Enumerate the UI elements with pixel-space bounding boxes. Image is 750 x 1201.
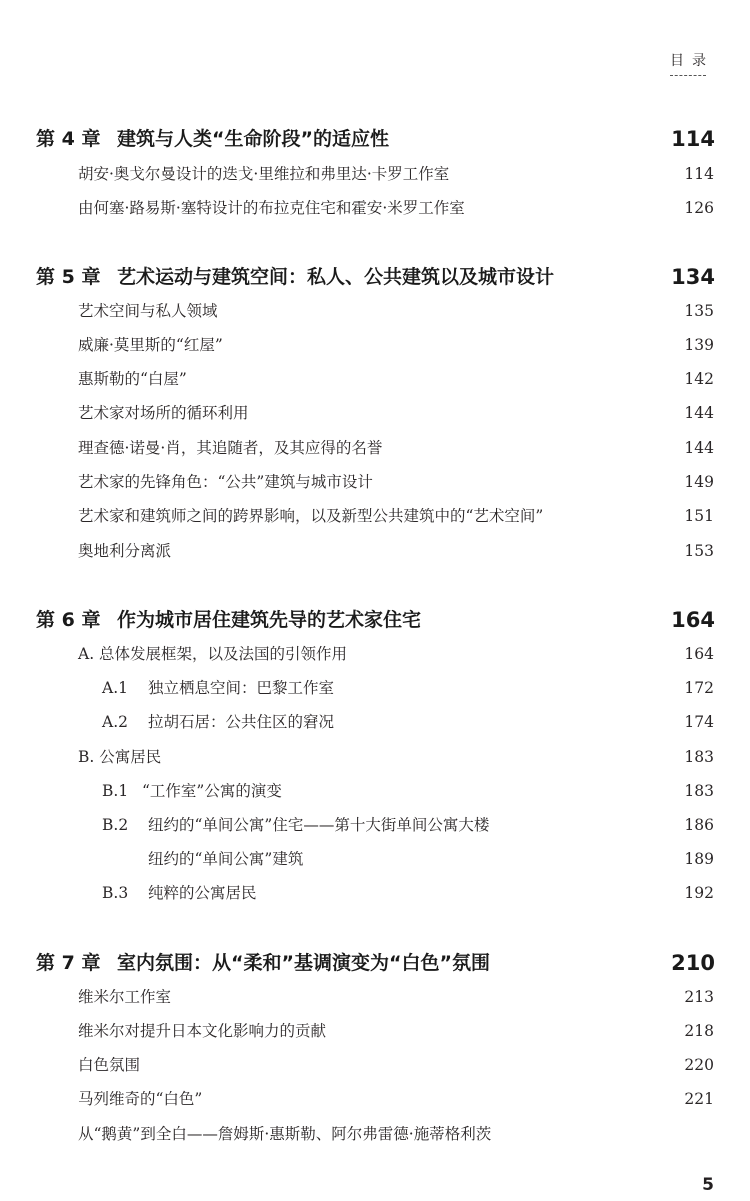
entry-title: 从“鹅黄”到全白——詹姆斯·惠斯勒、阿尔弗雷德·施蒂格利茨 [78,1125,492,1143]
entry-title: 理查德·诺曼·肖，其追随者，及其应得的名誉 [78,439,383,457]
entry-page-number: 221 [684,1090,714,1108]
running-head [670,50,714,76]
chapter-7-heading[interactable] [0,946,750,980]
entry-page-number: 213 [684,988,714,1006]
toc-entry[interactable] [0,740,750,774]
entry-page-number: 218 [684,1022,714,1040]
entry-title: 马列维奇的“白色” [78,1090,203,1108]
toc-entry[interactable] [0,431,750,465]
entry-title: 维米尔工作室 [78,988,172,1006]
entry-page-number: 144 [684,404,714,422]
entry-page-number: 114 [684,165,714,183]
toc-subentry[interactable] [0,842,750,876]
entry-page-number: 164 [684,645,714,663]
toc-entry[interactable] [0,294,750,328]
entry-title: 威廉·莫里斯的“红屋” [78,336,223,354]
entry-page-number: 192 [684,884,714,902]
chapter-page-number: 114 [671,127,715,151]
entry-page-number: 126 [684,199,714,217]
entry-page-number: 183 [684,782,714,800]
entry-title: “工作室”公寓的演变 [142,782,282,800]
chapter-title: 建筑与人类“生命阶段”的适应性 [117,128,389,150]
chapter-label: 第 6 章 [36,609,101,631]
entry-page-number: 220 [684,1056,714,1074]
chapter-title: 艺术运动与建筑空间：私人、公共建筑以及城市设计 [117,266,555,288]
toc-entry[interactable] [0,499,750,533]
toc-entry[interactable] [0,1117,750,1151]
entry-title: 胡安·奥戈尔曼设计的迭戈·里维拉和弗里达·卡罗工作室 [78,165,450,183]
toc-subentry[interactable] [0,876,750,910]
entry-page-number: 183 [684,748,714,766]
chapter-6-heading[interactable] [0,603,750,637]
entry-title: 纯粹的公寓居民 [148,884,257,902]
entry-code: B.2 [102,816,129,834]
entry-page-number: 149 [684,473,714,491]
running-head-text: 目录 [670,53,714,69]
entry-page-number: 139 [684,336,714,354]
chapter-4-heading[interactable] [0,122,750,156]
entry-title: 惠斯勒的“白屋” [78,370,187,388]
entry-title: 维米尔对提升日本文化影响力的贡献 [78,1022,327,1040]
chapter-label: 第 5 章 [36,266,101,288]
entry-title: 艺术家的先锋角色：“公共”建筑与城市设计 [78,473,373,491]
entry-page-number: 151 [684,507,714,525]
entry-page-number: 189 [684,850,714,868]
entry-title: 由何塞·路易斯·塞特设计的布拉克住宅和霍安·米罗工作室 [78,199,465,217]
chapter-title: 室内氛围：从“柔和”基调演变为“白色”氛围 [117,952,490,974]
toc-entry[interactable] [0,362,750,396]
toc-entry[interactable] [0,465,750,499]
entry-title: 纽约的“单间公寓”住宅——第十大街单间公寓大楼 [148,816,490,834]
entry-title: 拉胡石居：公共住区的窘况 [148,713,335,731]
entry-title: 艺术家对场所的循环利用 [78,404,249,422]
toc-entry[interactable] [0,191,750,225]
page-number: 5 [702,1175,714,1195]
running-head-rule [670,75,706,76]
entry-page-number: 186 [684,816,714,834]
chapter-title: 作为城市居住建筑先导的艺术家住宅 [117,609,422,631]
entry-page-number: 135 [684,302,714,320]
chapter-page-number: 134 [671,265,715,289]
entry-title: 白色氛围 [78,1056,141,1074]
toc-entry[interactable] [0,637,750,671]
toc-entry[interactable] [0,1048,750,1082]
toc-entry[interactable] [0,1082,750,1116]
toc-entry[interactable] [0,980,750,1014]
chapter-5-heading[interactable] [0,260,750,294]
chapter-label: 第 4 章 [36,128,101,150]
entry-title: 艺术空间与私人领域 [78,302,218,320]
entry-page-number: 174 [684,713,714,731]
chapter-page-number: 164 [671,608,715,632]
entry-page-number: 144 [684,439,714,457]
toc-entry[interactable] [0,396,750,430]
entry-code: A.1 [102,679,128,697]
entry-page-number: 153 [684,542,714,560]
entry-title: 奥地利分离派 [78,542,172,560]
entry-code: B.1 [102,782,129,800]
toc-subentry[interactable] [0,705,750,739]
toc-entry[interactable] [0,1014,750,1048]
entry-code: B.3 [102,884,129,902]
entry-title: 独立栖息空间：巴黎工作室 [148,679,335,697]
entry-title: B. 公寓居民 [78,748,162,766]
toc-subentry[interactable] [0,808,750,842]
toc-subentry[interactable] [0,671,750,705]
entry-page-number: 172 [684,679,714,697]
toc-entry[interactable] [0,328,750,362]
entry-code: A.2 [102,713,128,731]
entry-title: A. 总体发展框架，以及法国的引领作用 [78,645,348,663]
entry-title: 纽约的“单间公寓”建筑 [148,850,304,868]
toc-entry[interactable] [0,157,750,191]
entry-page-number: 142 [684,370,714,388]
chapter-page-number: 210 [671,951,715,975]
chapter-label: 第 7 章 [36,952,101,974]
toc-subentry[interactable] [0,774,750,808]
entry-title: 艺术家和建筑师之间的跨界影响，以及新型公共建筑中的“艺术空间” [78,507,544,525]
toc-entry[interactable] [0,534,750,568]
